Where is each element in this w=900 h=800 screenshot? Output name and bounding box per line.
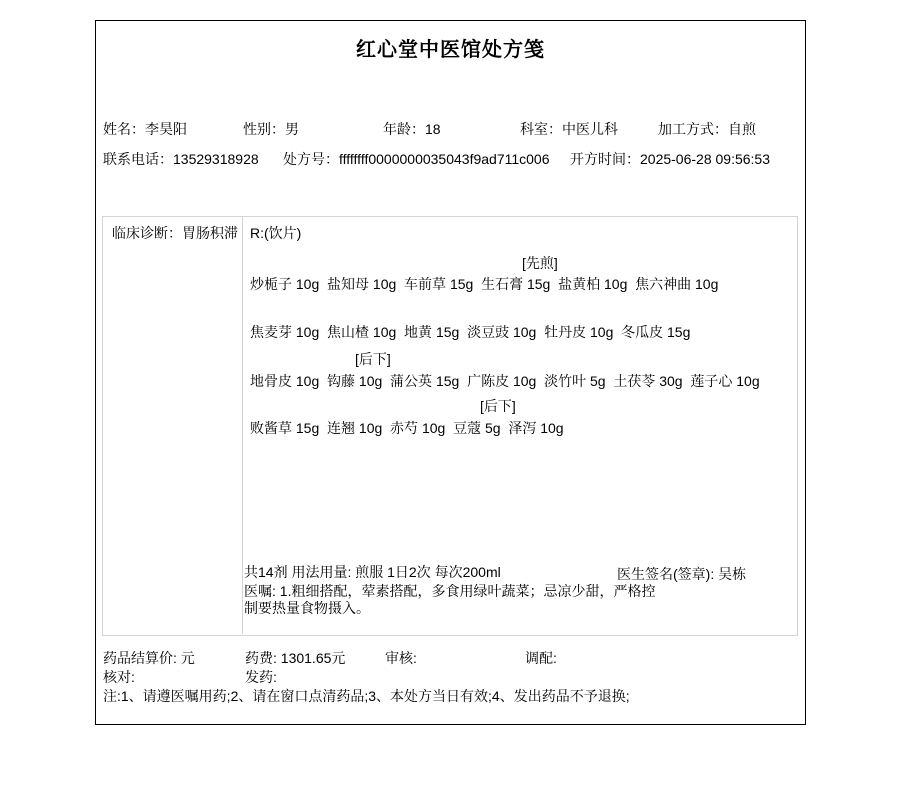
patient-age-label: 年龄： — [383, 121, 425, 137]
patient-age-value: 18 — [425, 121, 441, 137]
rx-medicine-line-2: 焦麦芽 10g 焦山楂 10g 地黄 15g 淡豆豉 10g 牡丹皮 10g 冬瓜皮 15g — [250, 324, 691, 340]
processing-value: 自煎 — [728, 121, 756, 137]
footer-review: 审核: — [385, 650, 417, 666]
footer-settle-price: 药品结算价: 元 — [103, 650, 195, 666]
form-title: 红心堂中医馆处方笺 — [356, 39, 545, 61]
diagnosis-value: 胃肠积滞 — [182, 225, 238, 241]
rx-number-label: 处方号： — [283, 151, 339, 167]
doctor-signature: 医生签名(签章): 吴栋 — [617, 566, 747, 582]
rx-header: R:(饮片) — [250, 225, 302, 241]
department-label: 科室： — [520, 121, 562, 137]
field-patient-name — [103, 121, 187, 138]
rx-tag-decoct-first: [先煎] — [522, 255, 558, 271]
field-diagnosis — [112, 225, 238, 242]
patient-gender-value: 男 — [285, 121, 299, 137]
rx-medicine-line-3: 地骨皮 10g 钩藤 10g 蒲公英 15g 广陈皮 10g 淡竹叶 5g 土茯苓 30g 莲子心 10g — [250, 373, 760, 389]
field-phone — [103, 151, 259, 168]
rx-usage: 共14剂 用法用量: 煎服 1日2次 每次200ml — [244, 564, 501, 580]
rx-medicine-line-1: 炒栀子 10g 盐知母 10g 车前草 15g 生石膏 15g 盐黄柏 10g 焦六神曲 10g — [250, 276, 719, 292]
footer-fee: 药费: 1301.65元 — [245, 650, 346, 666]
rx-number-value: ffffffff0000000035043f9ad711c006 — [339, 151, 550, 167]
department-value: 中医儿科 — [562, 121, 618, 137]
patient-gender-label: 性别： — [243, 121, 285, 137]
diagnosis-label: 临床诊断： — [112, 225, 182, 241]
field-patient-gender — [243, 121, 299, 138]
issue-time-value: 2025-06-28 09:56:53 — [640, 151, 770, 167]
issue-time-label: 开方时间： — [570, 151, 640, 167]
phone-label: 联系电话： — [103, 151, 173, 167]
field-rx-number — [283, 151, 550, 168]
processing-label: 加工方式： — [658, 121, 728, 137]
field-issue-time — [570, 151, 770, 168]
field-department — [520, 121, 618, 138]
rx-medicine-line-4: 败酱草 15g 连翘 10g 赤芍 10g 豆蔻 5g 泽泻 10g — [250, 420, 564, 436]
doctor-advice: 医嘱: 1.粗细搭配，荤素搭配，多食用绿叶蔬菜；忌凉少甜，严格控制要热量食物摄入。 — [244, 583, 656, 616]
rx-tag-add-later-2: [后下] — [480, 398, 516, 414]
patient-name-label: 姓名： — [103, 121, 145, 137]
field-patient-age — [383, 121, 441, 138]
prescription-box-divider — [242, 216, 243, 634]
patient-name-value: 李昊阳 — [145, 121, 187, 137]
footer-note: 注:1、请遵医嘱用药;2、请在窗口点清药品;3、本处方当日有效;4、发出药品不予退换; — [103, 688, 630, 704]
phone-value: 13529318928 — [173, 151, 259, 167]
footer-dispense: 发药: — [245, 669, 277, 685]
field-processing-method — [658, 121, 756, 138]
footer-prepare: 调配: — [525, 650, 557, 666]
footer-check: 核对: — [103, 669, 135, 685]
rx-tag-add-later-1: [后下] — [355, 351, 391, 367]
